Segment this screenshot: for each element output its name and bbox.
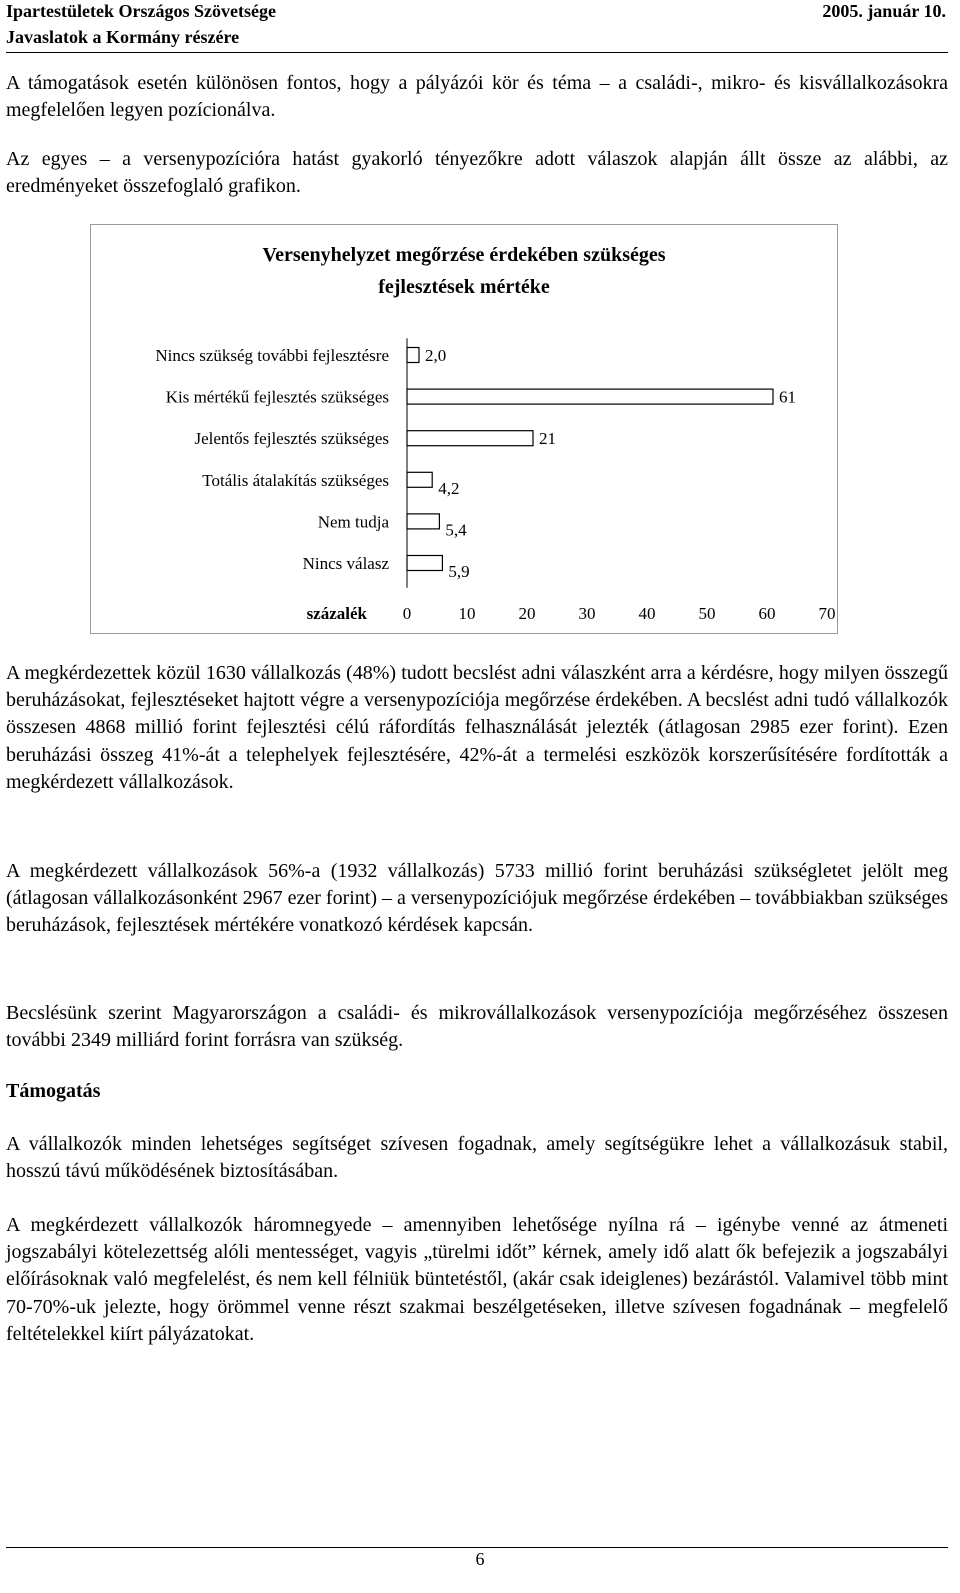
paragraph-5: Becslésünk szerint Magyarországon a családi- és mikrovállalkozások versenypozíciója megőrzéséhez összesen további 2349 milliárd forint forrásra van szükség. [6, 1002, 948, 1052]
value-label: 2,0 [425, 346, 447, 365]
x-tick-label: 20 [518, 604, 536, 623]
chart-title-line2: fejlesztések mértéke [378, 276, 550, 298]
paragraph-2: Az egyes – a versenypozícióra hatást gyakorló tényezőkre adott válaszok alapján állt össze az alábbi, az eredményeket összefoglaló grafikon. [6, 148, 948, 198]
category-label: Kis mértékű fejlesztés szükséges [165, 387, 389, 407]
x-tick-label: 40 [638, 604, 656, 623]
category-label: Jelentős fejlesztés szükséges [194, 429, 389, 449]
chart-title-line1: Versenyhelyzet megőrzése érdekében szükséges [262, 244, 666, 266]
category-label: Nem tudja [317, 512, 389, 532]
x-axis-label: százalék [306, 604, 367, 623]
paragraph-1: A támogatások esetén különösen fontos, hogy a pályázói kör és téma – a családi-, mikro- és kisvállalkozásokra megfelelően legyen pozícionálva. [6, 72, 948, 122]
x-tick-label: 70 [818, 604, 836, 623]
header-rule [6, 52, 948, 53]
paragraph-3: A megkérdezettek közül 1630 vállalkozás (48%) tudott becslést adni válaszként arra a kérdésre, hogy milyen összegű beruházásokat, fejlesztéseket hajtott végre a versenypozíciója megőrzése érdekében. A becslést adni tudó vállalkozók összesen 4868 millió forint fejlesztési célú ráfordítás felhasználását jelezték (átlagosan 2985 ezer forint). Ezen beruházási összeg 41%-át a telephelyek fejlesztésére, 42%-át a termelési eszközök korszerűsítésére fordították a megkérdezett vállalkozások. [6, 662, 948, 793]
x-tick-label: 10 [458, 604, 476, 623]
value-label: 5,4 [445, 520, 467, 540]
value-label: 21 [539, 429, 556, 449]
section-heading: Támogatás [6, 1080, 101, 1102]
header-org: Ipartestületek Országos Szövetsége [6, 1, 276, 21]
value-label: 4,2 [438, 478, 460, 498]
bar [407, 556, 442, 571]
category-label: Nincs válasz [302, 554, 389, 573]
page-number: 6 [475, 1549, 485, 1569]
bar-chart [91, 225, 839, 635]
x-tick-label: 0 [402, 604, 412, 623]
bar [407, 431, 533, 446]
header-subtitle: Javaslatok a Kormány részére [6, 27, 240, 47]
bar [407, 514, 439, 529]
paragraph-4: A megkérdezett vállalkozások 56%-a (1932 vállalkozás) 5733 millió forint beruházási szükségletet jelölt meg (átlagosan vállalkozásonként 2967 ezer forint) – a versenypozíciójuk megőrzése érdekében – továbbiakban szükséges beruházások, fejlesztések mértékére vonatkozó kérdések kapcsán. [6, 860, 948, 937]
bar [407, 348, 419, 363]
chart-container [90, 224, 838, 634]
value-label: 5,9 [448, 562, 470, 581]
category-label: Nincs szükség további fejlesztésre [155, 346, 389, 365]
paragraph-7: A megkérdezett vállalkozók háromnegyede – amennyiben lehetősége nyílna rá – igénybe venné az átmeneti jogszabályi kötelezettség alóli mentességet, vagyis „türelmi időt” kérnek, amely idő alatt ők befejezik a jogszabályi előírásoknak való megfelelést, és nem kell félniük büntetéstől, (akár csak ideiglenes) bezárástól. Valamivel több mint 70-70%-uk jelezte, hogy örömmel venne részt szakmai beszélgetéseken, illetve szívesen fogadnának – megfelelő feltételekkel kiírt pályázatokat. [6, 1214, 948, 1345]
x-tick-label: 50 [698, 604, 716, 623]
bar [407, 389, 773, 404]
bar [407, 472, 432, 487]
x-tick-label: 30 [578, 604, 596, 623]
paragraph-6: A vállalkozók minden lehetséges segítséget szívesen fogadnak, amely segítségükre lehet a vállalkozásuk stabil, hosszú távú működésének biztosításában. [6, 1133, 948, 1183]
category-label: Totális átalakítás szükséges [202, 470, 389, 490]
value-label: 61 [779, 387, 796, 407]
header-date: 2005. január 10. [822, 1, 946, 21]
x-tick-label: 60 [758, 604, 776, 623]
